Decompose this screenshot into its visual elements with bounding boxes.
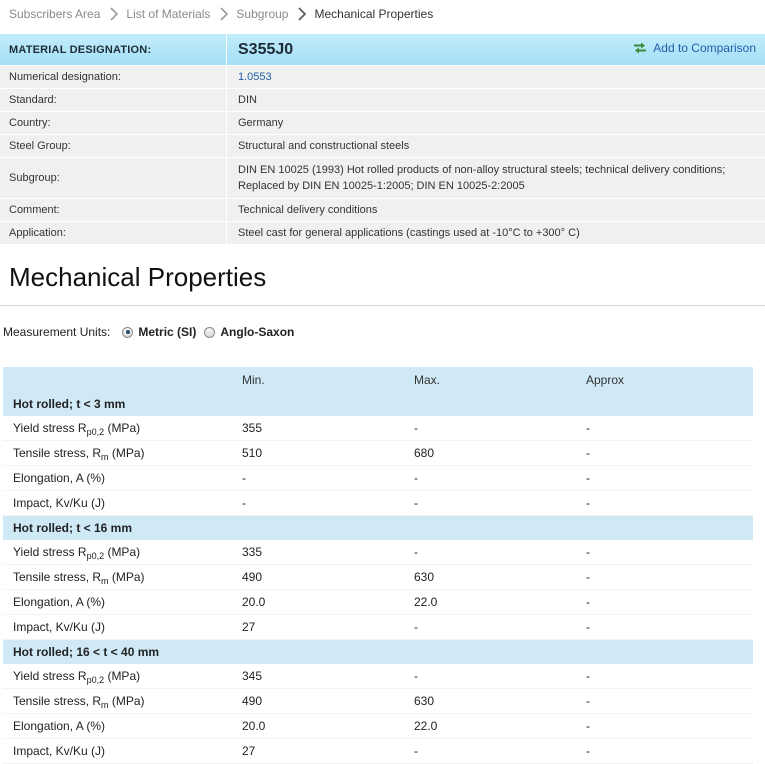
value-min: - (242, 491, 414, 516)
value-approx: - (586, 664, 753, 689)
property-name-text: Yield stress R (13, 669, 87, 683)
property-unit: (MPa) (109, 570, 145, 584)
table-row (3, 540, 753, 565)
value-max: - (414, 664, 586, 689)
breadcrumb-list-of-materials[interactable]: List of Materials (126, 7, 210, 21)
value-max: - (414, 615, 586, 640)
info-row-application (0, 222, 765, 245)
value-min: 20.0 (242, 590, 414, 615)
value-min: 27 (242, 739, 414, 764)
value-max: 680 (414, 441, 586, 466)
value-approx: - (586, 466, 753, 491)
table-row (3, 565, 753, 590)
info-value: Germany (227, 112, 765, 135)
property-unit: (MPa) (109, 446, 145, 460)
value-max: - (414, 540, 586, 565)
mechanical-properties-table (3, 367, 753, 764)
info-label: Subgroup: (0, 158, 227, 199)
property-unit: (MPa) (104, 545, 140, 559)
value-approx: - (586, 491, 753, 516)
material-designation-label: MATERIAL DESIGNATION: (0, 34, 227, 66)
property-name-text: Tensile stress, R (13, 694, 101, 708)
group-header-row (3, 392, 753, 416)
property-name (3, 664, 242, 689)
table-row (3, 664, 753, 689)
info-label: Comment: (0, 199, 227, 222)
column-header (3, 367, 242, 392)
info-row-standard (0, 89, 765, 112)
info-label: Numerical designation: (0, 66, 227, 89)
column-header-min: Min. (242, 367, 414, 392)
page-title: Mechanical Properties (9, 262, 266, 293)
breadcrumb-current: Mechanical Properties (314, 7, 433, 21)
radio-selected-icon (122, 327, 133, 338)
property-name-text: Yield stress R (13, 545, 87, 559)
info-value: Structural and constructional steels (227, 135, 765, 158)
radio-metric-label: Metric (SI) (138, 325, 196, 339)
value-approx: - (586, 416, 753, 441)
group-header-row (3, 640, 753, 665)
info-row-comment (0, 199, 765, 222)
info-row-country (0, 112, 765, 135)
value-min: 20.0 (242, 714, 414, 739)
property-name (3, 491, 242, 516)
value-max: - (414, 416, 586, 441)
material-info-table (0, 34, 765, 245)
property-name (3, 615, 242, 640)
value-max: - (414, 466, 586, 491)
property-name (3, 540, 242, 565)
value-min: 335 (242, 540, 414, 565)
property-name-text: Elongation, A (%) (13, 595, 105, 609)
chevron-right-icon (217, 7, 231, 21)
radio-anglo-saxon-label: Anglo-Saxon (220, 325, 294, 339)
radio-metric[interactable] (122, 325, 196, 339)
property-name-text: Tensile stress, R (13, 570, 101, 584)
table-row (3, 590, 753, 615)
breadcrumb-subscribers-area[interactable]: Subscribers Area (9, 7, 100, 21)
property-subscript: p0,2 (87, 675, 105, 685)
value-min: 490 (242, 689, 414, 714)
column-header-approx: Approx (586, 367, 753, 392)
breadcrumb-subgroup[interactable]: Subgroup (236, 7, 288, 21)
table-row (3, 466, 753, 491)
value-approx: - (586, 540, 753, 565)
property-subscript: m (101, 700, 109, 710)
group-header: Hot rolled; t < 16 mm (3, 516, 753, 541)
info-row-steel-group (0, 135, 765, 158)
info-row-numerical (0, 66, 765, 89)
value-min: 355 (242, 416, 414, 441)
table-header-row (3, 367, 753, 392)
table-row (3, 615, 753, 640)
table-row (3, 739, 753, 764)
info-value: Steel cast for general applications (castings used at -10°C to +300° C) (227, 222, 765, 245)
info-value: Technical delivery conditions (227, 199, 765, 222)
table-row (3, 689, 753, 714)
table-row (3, 714, 753, 739)
property-name-text: Tensile stress, R (13, 446, 101, 460)
value-approx: - (586, 441, 753, 466)
breadcrumb (9, 6, 433, 22)
property-unit: (MPa) (104, 421, 140, 435)
value-max: - (414, 491, 586, 516)
table-row (3, 441, 753, 466)
measurement-units (3, 325, 294, 339)
info-value: DIN EN 10025 (1993) Hot rolled products of non-alloy structural steels; technical delivery conditions; (238, 162, 756, 178)
material-designation-value: S355J0 (238, 41, 293, 58)
measurement-units-label: Measurement Units: (3, 325, 110, 339)
property-name-text: Elongation, A (%) (13, 719, 105, 733)
property-unit: (MPa) (109, 694, 145, 708)
value-min: 27 (242, 615, 414, 640)
numerical-designation-link[interactable]: 1.0553 (238, 71, 272, 83)
value-approx: - (586, 565, 753, 590)
info-value: DIN (227, 89, 765, 112)
table-row (3, 491, 753, 516)
info-row-subgroup (0, 158, 765, 199)
value-min: 510 (242, 441, 414, 466)
group-header: Hot rolled; t < 3 mm (3, 392, 753, 416)
property-name-text: Elongation, A (%) (13, 471, 105, 485)
info-label: Standard: (0, 89, 227, 112)
property-subscript: p0,2 (87, 427, 105, 437)
chevron-right-icon (107, 7, 121, 21)
property-name (3, 689, 242, 714)
info-label: Steel Group: (0, 135, 227, 158)
property-name-text: Impact, Kv/Ku (J) (13, 744, 105, 758)
radio-anglo-saxon[interactable] (204, 325, 294, 339)
column-header-max: Max. (414, 367, 586, 392)
add-to-comparison-button[interactable] (633, 41, 756, 55)
value-min: 345 (242, 664, 414, 689)
value-approx: - (586, 739, 753, 764)
property-name-text: Impact, Kv/Ku (J) (13, 620, 105, 634)
property-name (3, 416, 242, 441)
property-subscript: m (101, 452, 109, 462)
value-approx: - (586, 714, 753, 739)
property-name (3, 590, 242, 615)
property-name (3, 565, 242, 590)
property-unit: (MPa) (104, 669, 140, 683)
divider (0, 305, 765, 306)
group-header: Hot rolled; 16 < t < 40 mm (3, 640, 753, 665)
value-max: - (414, 739, 586, 764)
property-subscript: p0,2 (87, 551, 105, 561)
compare-arrows-icon (633, 42, 647, 54)
radio-unselected-icon (204, 327, 215, 338)
property-name-text: Impact, Kv/Ku (J) (13, 496, 105, 510)
value-max: 22.0 (414, 714, 586, 739)
material-designation-row (0, 34, 765, 66)
table-row (3, 416, 753, 441)
property-name-text: Yield stress R (13, 421, 87, 435)
property-subscript: m (101, 576, 109, 586)
value-approx: - (586, 615, 753, 640)
value-max: 630 (414, 689, 586, 714)
value-max: 22.0 (414, 590, 586, 615)
value-approx: - (586, 590, 753, 615)
info-label: Application: (0, 222, 227, 245)
chevron-right-icon (295, 7, 309, 21)
property-name (3, 466, 242, 491)
property-name (3, 739, 242, 764)
value-max: 630 (414, 565, 586, 590)
property-name (3, 441, 242, 466)
info-value-line2: Replaced by DIN EN 10025-1:2005; DIN EN 10025-2:2005 (238, 178, 756, 194)
value-min: 490 (242, 565, 414, 590)
property-name (3, 714, 242, 739)
group-header-row (3, 516, 753, 541)
value-min: - (242, 466, 414, 491)
info-label: Country: (0, 112, 227, 135)
value-approx: - (586, 689, 753, 714)
add-to-comparison-label: Add to Comparison (653, 41, 756, 55)
